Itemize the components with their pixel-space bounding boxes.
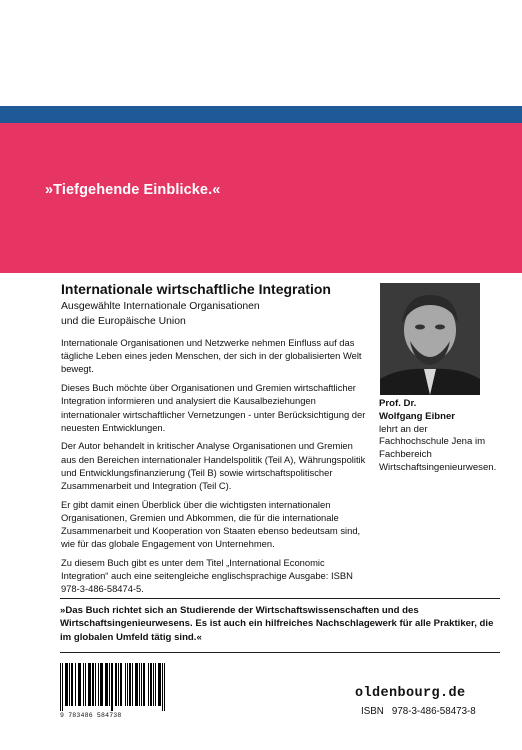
blurb-paragraph: Dieses Buch möchte über Organisationen und Gremien wirtschaftlicher Integration informieren und analysiert die Kausalbeziehungen internationaler wirtschaftlicher Vernetzungen - unter Berücksichtigung der neuesten Entwicklungen. — [61, 382, 366, 433]
author-portrait-image — [380, 283, 480, 395]
isbn-number: 978-3-486-58473-8 — [391, 706, 476, 717]
blurb-paragraph: Er gibt damit einen Überblick über die wichtigsten internationalen Organisationen, Gremien und Abkommen, die für die internationale Zusammenarbeit und Kooperation von Staaten ebenso bedeutsam sind, wie für das globale Engagement von Unternehmen. — [61, 498, 361, 550]
publisher-website: oldenbourg.de — [355, 686, 466, 701]
barcode-bar — [164, 663, 165, 711]
blurb-paragraph: Der Autor behandelt in kritischer Analyse Organisationen und Gremien aus den Bereichen internationaler Handelspolitik (Teil A), Währungspolitik und Entwicklungsfinanzierung (Teil B) sowie wirtschaftspolitischer Zusammenarbeit und Integration (Teil C). — [61, 440, 366, 492]
cover-top-area — [0, 0, 522, 106]
author-description: lehrt an der Fachhochschule Jena im Fachbereich Wirtschaftsingenieurwesen. — [379, 423, 497, 473]
pink-band — [0, 123, 522, 273]
tagline: »Tiefgehende Einblicke.« — [45, 182, 221, 198]
blurb-paragraph: Internationale Organisationen und Netzwerke nehmen Einfluss auf das tägliche Leben eines jeden Menschen, der sich in der globalisierten Welt bewegt. — [61, 337, 362, 375]
author-name-line: Wolfgang Eibner — [379, 410, 456, 422]
author-name-line: Prof. Dr. — [379, 398, 417, 409]
blue-stripe — [0, 106, 522, 123]
isbn-label: ISBN — [361, 706, 384, 717]
book-subtitle — [61, 299, 351, 329]
barcode-bars — [60, 663, 168, 711]
barcode-digits: 9 783486 584738 — [60, 712, 122, 719]
subtitle-line: und die Europäische Union — [61, 316, 186, 327]
subtitle-line: Ausgewählte Internationale Organisationen — [61, 301, 260, 312]
book-title: Internationale wirtschaftliche Integration — [61, 281, 331, 297]
blurb-text — [61, 336, 366, 601]
author-info — [379, 398, 497, 475]
barcode — [60, 663, 168, 721]
review-quote: »Das Buch richtet sich an Studierende der Wirtschaftswissenschaften und des Wirtschaftsingenieurwesens. Es ist auch ein hilfreiches Nachschlagewerk für alle Praktiker, die im globalen Umfeld tätig sind.« — [60, 605, 494, 643]
quote-divider-bottom — [60, 652, 500, 653]
quote-divider-top — [60, 598, 500, 599]
isbn — [361, 706, 484, 717]
author-photo — [380, 283, 480, 395]
blurb-paragraph: Zu diesem Buch gibt es unter dem Titel „International Economic Integration“ auch eine seitengleiche englischsprachige Ausgabe: ISBN 978-3-486-58474-5. — [61, 557, 353, 595]
